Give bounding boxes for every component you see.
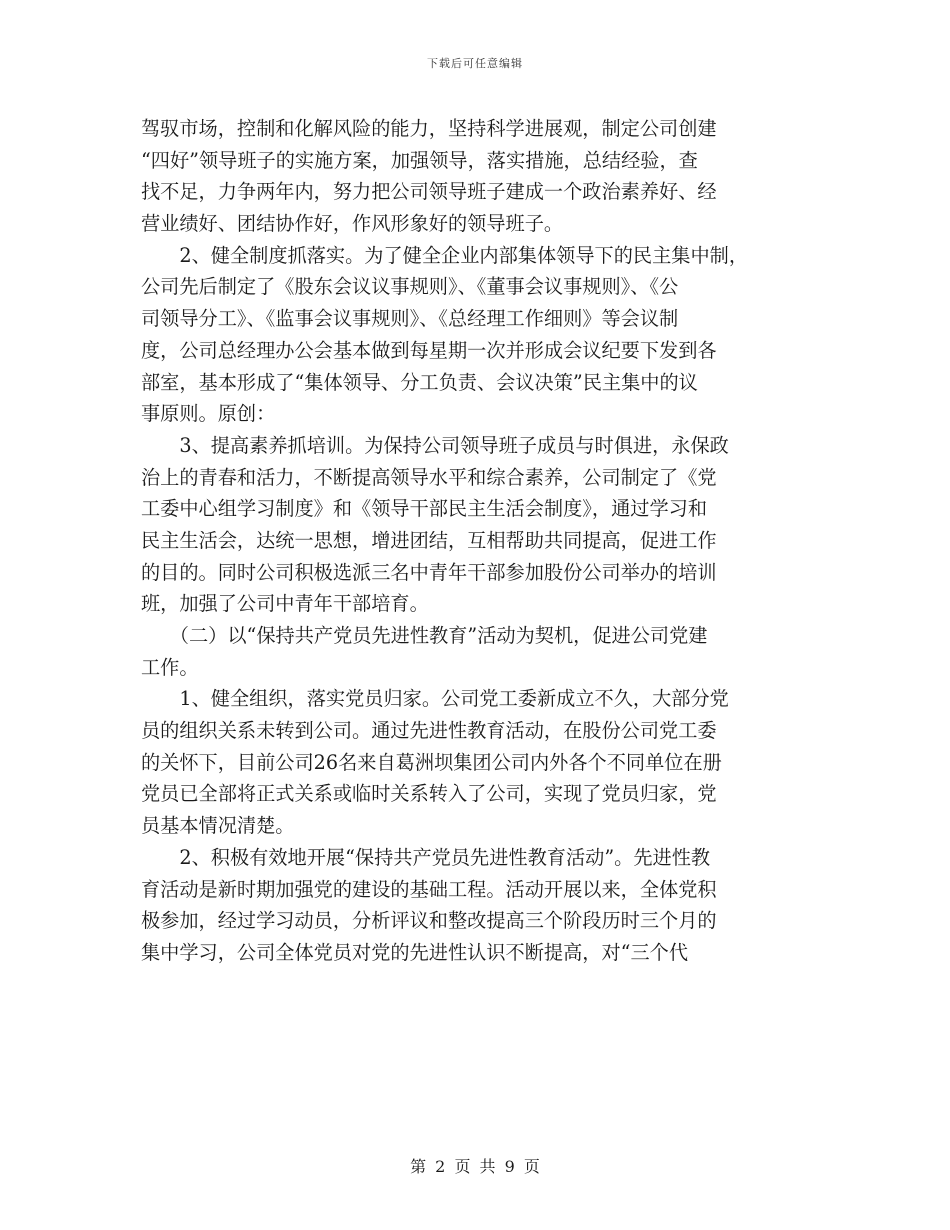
text-line: 的关怀下，目前公司26名来自葛洲坝集团公司内外各个不同单位在册 <box>141 750 722 774</box>
text-line: 度，公司总经理办公会基本做到每星期一次并形成会议纪要下发到各 <box>141 338 717 362</box>
text-line: 员的组织关系未转到公司。通过先进性教育活动，在股份公司党工委 <box>141 719 717 743</box>
text-line: 工作。 <box>141 655 199 679</box>
text-line: （二）以“保持共产党员先进性教育”活动为契机，促进公司党建 <box>141 624 708 647</box>
text-line: 公司先后制定了《股东会议议事规则》、《董事会议事规则》、《公 <box>141 275 679 299</box>
page-header: 下载后可任意编辑 <box>427 57 523 70</box>
text-line: 2、积极有效地开展“保持共产党员先进性教育活动”。先进性教 <box>141 845 711 869</box>
text-line: 找不足，力争两年内，努力把公司领导班子建成一个政治素养好、经 <box>141 180 717 204</box>
text-line: 事原则。原创： <box>141 402 276 426</box>
text-line: 1、健全组织，落实党员归家。公司党工委新成立不久，大部分党 <box>141 687 729 711</box>
text-line: 民主生活会，达统一思想，增进团结，互相帮助共同提高，促进工作 <box>141 528 717 552</box>
text-line: 班，加强了公司中青年干部培育。 <box>141 592 429 616</box>
text-line: 极参加，经过学习动员，分析评议和整改提高三个阶段历时三个月的 <box>141 909 717 933</box>
text-line: 2、健全制度抓落实。为了健全企业内部集体领导下的民主集中制， <box>141 243 749 267</box>
text-line: 党员已全部将正式关系或临时关系转入了公司，实现了党员归家，党 <box>141 782 717 806</box>
page-number-footer: 第 2 页 共 9 页 <box>410 1157 540 1176</box>
text-line: 工委中心组学习制度》和《领导干部民主生活会制度》，通过学习和 <box>141 497 708 521</box>
text-line: 的目的。同时公司积极选派三名中青年干部参加股份公司举办的培训 <box>141 560 717 584</box>
text-line: 司领导分工》、《监事会议事规则》、《总经理工作细则》等会议制 <box>141 307 679 331</box>
text-line: 部室，基本形成了“集体领导、分工负责、会议决策”民主集中的议 <box>141 370 698 394</box>
text-line: 治上的青春和活力，不断提高领导水平和综合素养，公司制定了《党 <box>141 465 717 489</box>
text-line: 育活动是新时期加强党的建设的基础工程。活动开展以来，全体党积 <box>141 877 717 901</box>
text-line: “四好”领导班子的实施方案，加强领导，落实措施，总结经验，查 <box>141 148 698 172</box>
text-line: 驾驭市场，控制和化解风险的能力，坚持科学进展观，制定公司创建 <box>141 117 717 140</box>
text-line: 员基本情况清楚。 <box>141 814 295 838</box>
document-body <box>141 113 809 969</box>
text-line: 集中学习，公司全体党员对党的先进性认识不断提高，对“三个代 <box>141 940 689 964</box>
text-line: 营业绩好、团结协作好，作风形象好的领导班子。 <box>141 212 564 236</box>
text-line: 3、提高素养抓培训。为保持公司领导班子成员与时俱进，永保政 <box>141 433 729 457</box>
